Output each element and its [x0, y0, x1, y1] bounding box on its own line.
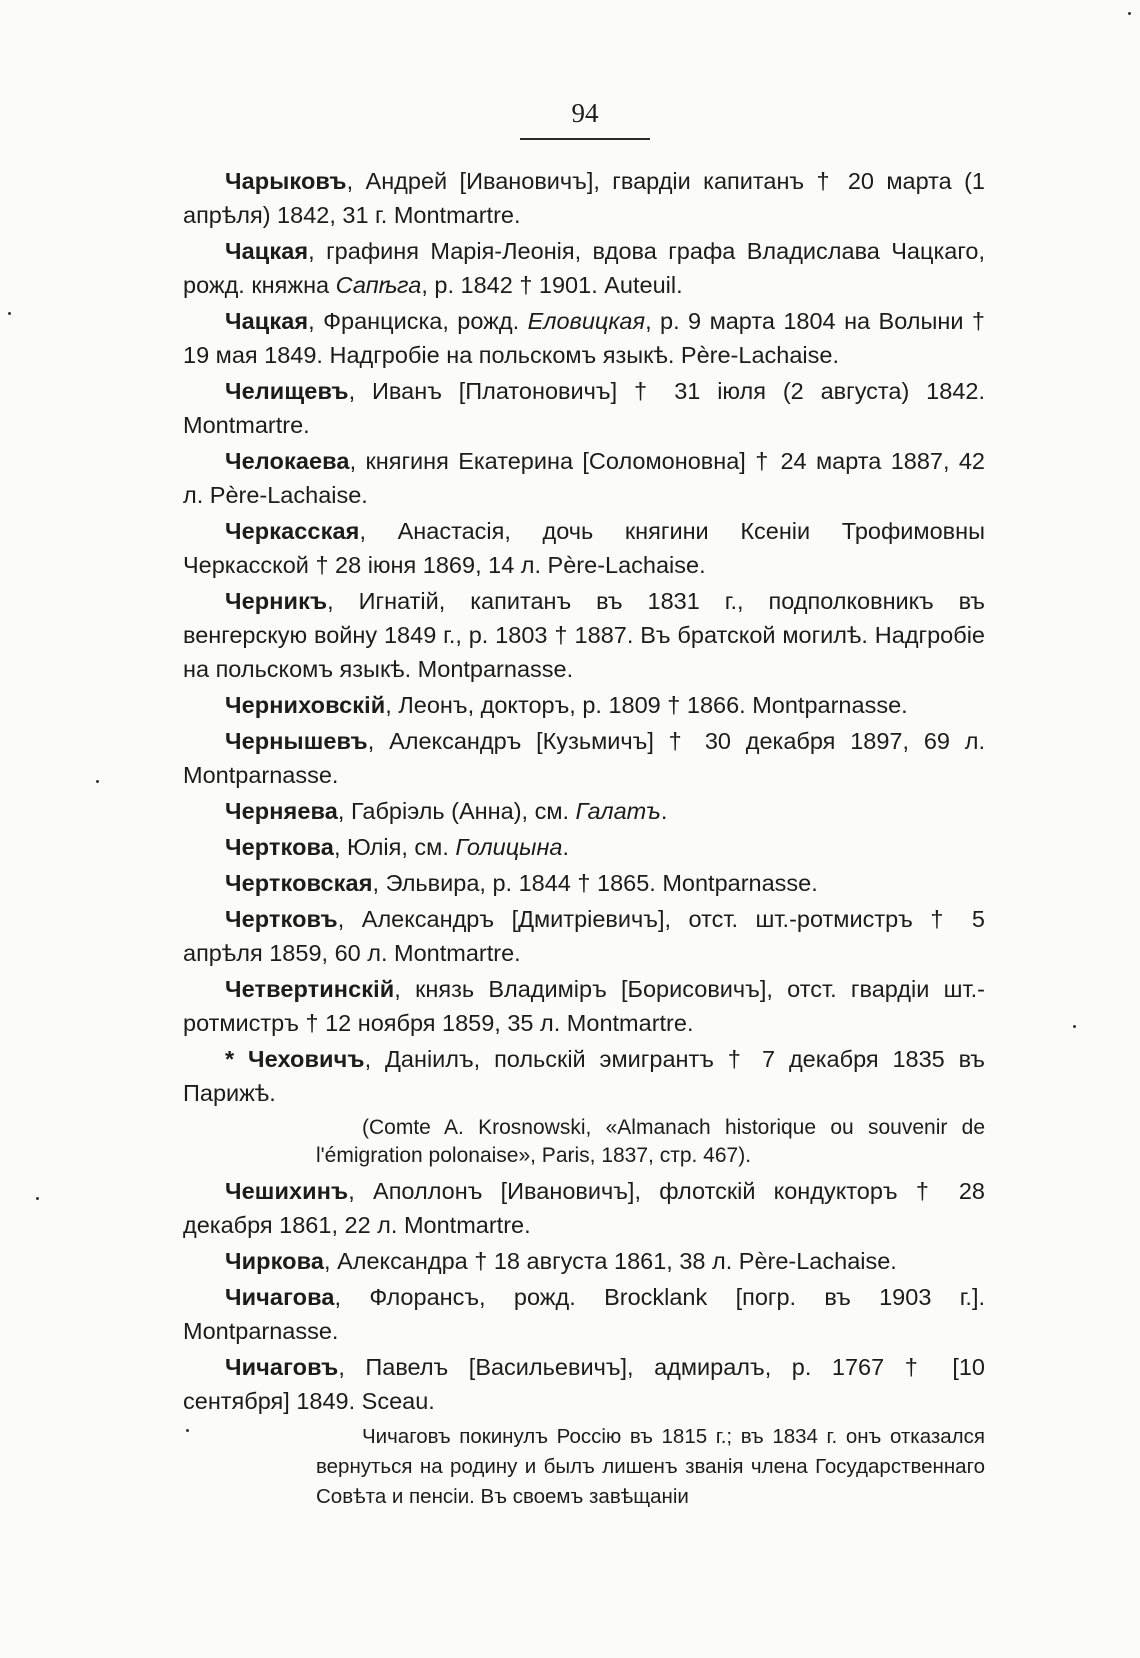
page-number-rule	[520, 138, 650, 140]
entry-chertkovskaya: Чертковская, Эльвира, р. 1844 † 1865. Montparnasse.	[225, 870, 818, 896]
scan-speck	[36, 1197, 39, 1200]
footnote: Чичаговъ покинулъ Россію въ 1815 г.; въ 1834 г. онъ отказался вернуться на родину и былъ лишенъ званія члена Государственнаго Совѣта и пенсіи. Въ своемъ завѣщаніи	[316, 1425, 985, 1508]
citation: (Comte A. Krosnowski, «Almanach historique ou souvenir de l'émigration polonaise», Paris, 1837, стр. 467).	[316, 1116, 985, 1167]
entry-chatskaya-maria: Чацкая, графиня Марія-Леонія, вдова графа Владислава Чацкаго, рожд. княжна Сапѣга, р. 1842 † 1901. Auteuil.	[183, 238, 985, 298]
entry-chirkova: Чиркова, Александра † 18 августа 1861, 38 л. Père-Lachaise.	[225, 1248, 897, 1274]
entry-chelishchev: Челищевъ, Иванъ [Платоновичъ] † 31 іюля (2 августа) 1842. Montmartre.	[183, 378, 985, 438]
entry-chelokaeva: Челокаева, княгиня Екатерина [Соломоновна] † 24 марта 1887, 42 л. Père-Lachaise.	[183, 448, 985, 508]
entry-chernik: Черникъ, Игнатій, капитанъ въ 1831 г., подполковникъ въ венгерскую войну 1849 г., р. 1803 † 1887. Въ братской могилѣ. Надгробіе на польскомъ языкѣ. Montparnasse.	[183, 588, 985, 682]
scan-speck	[1128, 12, 1131, 15]
entry-chernyaeva: Черняева, Габріэль (Анна), см. Галатъ.	[225, 798, 668, 824]
entry-chertkova: Черткова, Юлія, см. Голицына.	[225, 834, 569, 860]
entry-chetvertinsky: Четвертинскій, князь Владиміръ [Борисовичъ], отст. гвардіи шт.-ротмистръ † 12 ноября 1859, 35 л. Montmartre.	[183, 976, 985, 1036]
page-number: 94	[571, 98, 599, 128]
entry-cherkasskaya: Черкасская, Анастасія, дочь княгини Ксеніи Трофимовны Черкасской † 28 іюня 1869, 14 л. Père-Lachaise.	[183, 518, 985, 578]
entry-chekhovich: * Чеховичъ, Даніилъ, польскій эмигрантъ † 7 декабря 1835 въ Парижѣ.	[183, 1046, 985, 1106]
entry-chertkov: Чертковъ, Александръ [Дмитріевичъ], отст. шт.-ротмистръ † 5 апрѣля 1859, 60 л. Montmartre.	[183, 906, 985, 966]
scan-speck	[8, 312, 11, 315]
entry-chichagov: Чичаговъ, Павелъ [Васильевичъ], адмиралъ, р. 1767 † [10 сентября] 1849. Sceau.	[183, 1354, 985, 1414]
scan-speck	[1073, 1025, 1076, 1028]
entry-chernyshev: Чернышевъ, Александръ [Кузьмичъ] † 30 декабря 1897, 69 л. Montparnasse.	[183, 728, 985, 788]
scan-speck	[186, 1429, 189, 1432]
entry-charykov: Чарыковъ, Андрей [Ивановичъ], гвардіи капитанъ † 20 марта (1 апрѣля) 1842, 31 г. Montmartre.	[183, 168, 985, 228]
scan-speck	[96, 780, 99, 783]
entry-chatskaya-frantsiska: Чацкая, Франциска, рожд. Еловицкая, р. 9 марта 1804 на Волыни † 19 мая 1849. Надгробіе на польскомъ языкѣ. Père-Lachaise.	[183, 308, 985, 368]
page-body	[183, 164, 985, 1512]
entry-chichagova: Чичагова, Флорансъ, рожд. Brocklank [погр. въ 1903 г.]. Montparnasse.	[183, 1284, 985, 1344]
entry-chernikhovsky: Черниховскій, Леонъ, докторъ, р. 1809 † 1866. Montparnasse.	[225, 692, 908, 718]
entry-cheshikhin: Чешихинъ, Аполлонъ [Ивановичъ], флотскій кондукторъ † 28 декабря 1861, 22 л. Montmartre.	[183, 1178, 985, 1238]
